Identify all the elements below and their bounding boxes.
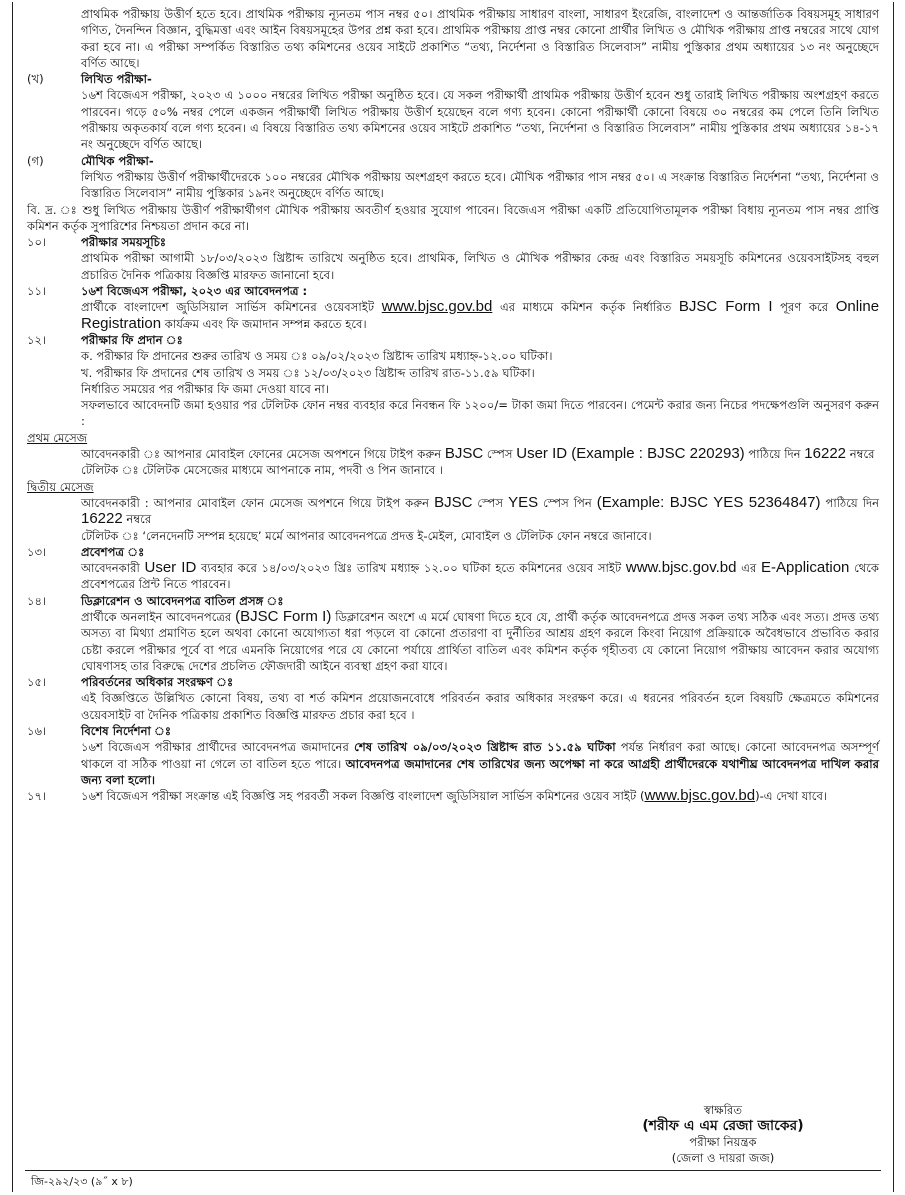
signed-label: স্বাক্ষরিত (703, 1103, 743, 1117)
section-title: প্রবেশপত্র ঃ (81, 544, 145, 559)
e-application-term: E-Application (761, 559, 850, 577)
section-number: ১১। (27, 284, 47, 299)
signature-block (613, 1102, 833, 1166)
section-text: এর (741, 561, 757, 576)
message-text: পাঠিয়ে দিন (748, 447, 801, 462)
intro-text: প্রাথমিক পরীক্ষায় উত্তীর্ণ হতে হবে। প্রাথমিক পরীক্ষায় ন্যূনতম পাস নম্বর ৫০। প্রাথমিক পরীক্ষায় সাধারণ বাংলা, সাধারণ ইংরেজি, বাংলাদেশ ও আন্তর্জাতিক বিষয়সমূহ সাধারণ গণিত, দৈনন্দিন বিজ্ঞান, বুদ্ধিমত্তা এবং আইন বিষয়সমূহের উপর প্রশ্ন করা হবে। প্রাথমিক পরীক্ষায় প্রাপ্ত নম্বর কোনো প্রার্থীর লিখিত ও মৌখিক পরীক্ষায় প্রাপ্ত নম্বরের সাথে যোগ করা হবে না। এ পরীক্ষা সম্পর্কিত বিস্তারিত তথ্য কমিশনের ওয়েব সাইটে প্রকাশিত “তথ্য, নির্দেশনা ও বিস্তারিত সিলেবাস” নামীয় পুস্তিকার প্রথম অধ্যায়ের ১৩ নং অনুচ্ছেদে বর্ণিত আছে। (81, 7, 879, 70)
message-text: নম্বরে (849, 447, 875, 462)
fee-late-line: নির্ধারিত সময়ের পর পরীক্ষার ফি জমা দেওয়া যাবে না। (81, 381, 329, 396)
written-exam-section (27, 71, 879, 152)
advice-text: আবেদনপত্র জমাদানের শেষ তারিখের জন্য অপেক্ষা না করে আগ্রহী প্রার্থীদেরকে যথাশীঘ্র আবেদনপত্র দাখিল করার জন্য বলা হলো। (81, 756, 879, 787)
section-number: ১৩। (27, 544, 47, 559)
deadline-text: শেষ তারিখ ০৯/০৩/২০২৩ খ্রিষ্টাব্দ রাত ১১.৫৯ ঘটিকা (354, 740, 616, 755)
section-title: ডিক্লারেশন ও আবেদনপত্র বাতিল প্রসঙ্গ ঃ (81, 593, 284, 608)
fee-end-line: খ. পরীক্ষার ফি প্রদানের শেষ তারিখ ও সময় ঃ ১২/০৩/২০২৩ খ্রিষ্টাব্দ তারিখ রাত-১১.৫৯ ঘটিকা। (81, 365, 535, 380)
section-text: প্রাথমিক পরীক্ষা আগামী ১৮/০৩/২০২৩ খ্রিষ্টাব্দ তারিখে অনুষ্ঠিত হবে। প্রাথমিক, লিখিত ও মৌখিক পরীক্ষার কেন্দ্র এবং বিস্তারিত সময়সূচি কমিশনের ওয়েবসাইটসহ বহুল প্রচারিত দৈনিক পত্রিকায় বিজ্ঞপ্তি মারফত জানানো হবে। (81, 251, 879, 282)
notice-code: জি-২৯২/২৩ (৯˝ x ৮) (31, 1175, 133, 1188)
section-text: প্রার্থীকে অনলাইন আবেদনপত্রের (81, 609, 232, 624)
section-title: পরীক্ষার সময়সূচিঃ (81, 235, 167, 250)
signatory-rank: (জেলা ও দায়রা জজ) (671, 1151, 775, 1165)
website-notice-section: ১৭। ১৬শ বিজেএস পরীক্ষা সংক্রান্ত এই বিজ্ঞপ্তি সহ পরবর্তী সকল বিজ্ঞপ্তি বাংলাদেশ জুডিসিয়াল সার্ভিস কমিশনের ওয়েব সাইট (www.bjsc.gov.bd)-এ দেখা যাবে। (27, 787, 828, 805)
section-number: ১৭। (27, 789, 47, 804)
note-label: বি. দ্র. ঃ (27, 202, 78, 217)
teletalk-reply: টেলিটক ঃ ‘লেনদেনটি সম্পন্ন হয়েছে’ মর্মে আপনার আবেদনপত্রে প্রদত্ত ই-মেইল, মোবাইল ও টেলিটক ফোন নম্বরে জানাবে। (81, 528, 652, 543)
note-text: শুধু লিখিত পরীক্ষায় উত্তীর্ণ পরীক্ষার্থীগণ মৌখিক পরীক্ষায় অবতীর্ণ হওয়ার সুযোগ পাবেন। বিজেএস পরীক্ষা একটি প্রতিযোগিতামূলক পরীক্ষা বিধায় ন্যূনতম পাস নম্বর প্রাপ্তি কমিশন কর্তৃক সুপারিশের নিশ্চয়তা প্রদান করে না। (27, 202, 880, 233)
sms-keyword: BJSC (444, 445, 484, 463)
section-text: ১৬শ বিজেএস পরীক্ষার প্রার্থীদের আবেদনপত্র জমাদানের (81, 740, 349, 755)
sms-keyword: BJSC (434, 493, 473, 511)
special-instruction-section (27, 723, 879, 788)
admit-card-section (27, 544, 879, 593)
section-title: বিশেষ নির্দেশনা ঃ (81, 724, 172, 739)
bottom-divider (25, 1170, 881, 1171)
section-title: পরিবর্তনের অধিকার সংরক্ষণ ঃ (81, 675, 234, 690)
message-text: স্পেস (477, 495, 504, 510)
message-text: স্পেস (486, 447, 513, 462)
form-name: (BJSC Form I) (235, 607, 332, 625)
website-link[interactable]: www.bjsc.gov.bd (381, 298, 493, 316)
section-text: )-এ দেখা যাবে। (755, 789, 828, 804)
section-title: পরীক্ষার ফি প্রদান ঃ (81, 332, 183, 347)
second-message-heading: দ্বিতীয় মেসেজ (27, 479, 94, 494)
sms-keyword: YES (508, 493, 539, 511)
note-section (27, 202, 879, 235)
section-text: কার্যক্রম এবং ফি জমাদান সম্পন্ন করতে হবে। (164, 316, 367, 331)
fee-start-line: ক. পরীক্ষার ফি প্রদানের শুরুর তারিখ ও সময় ঃ ০৯/০২/২০২৩ খ্রিষ্টাব্দ তারিখ মধ্যাহ্ন-১২.০০ ঘটিকা। (81, 349, 553, 364)
viva-exam-section (27, 153, 879, 202)
intro-section (27, 2, 879, 71)
section-title: ১৬শ বিজেএস পরীক্ষা, ২০২৩ এর আবেদনপত্র : (81, 284, 308, 299)
schedule-section (27, 234, 879, 283)
first-message-section (27, 430, 879, 479)
section-text: থেকে প্রবেশপত্রের প্রিন্ট নিতে পারবেন। (81, 561, 880, 592)
section-title: লিখিত পরীক্ষা- (81, 72, 152, 87)
form-name: BJSC Form I (678, 298, 773, 316)
section-text: আবেদনকারী (81, 561, 140, 576)
website-link[interactable]: www.bjsc.gov.bd (625, 559, 737, 577)
user-id-term: User ID (144, 559, 197, 577)
section-number: ১২। (27, 332, 47, 347)
application-section (27, 283, 879, 332)
second-message-section (27, 479, 879, 544)
notice-page (12, 2, 894, 1192)
section-text: লিখিত পরীক্ষায় উত্তীর্ণ পরীক্ষার্থীদেরকে ১০০ নম্বরের মৌখিক পরীক্ষায় অংশগ্রহণ করতে হবে। মৌখিক পরীক্ষার পাস নম্বর ৫০। এ সংক্রান্ত বিস্তারিত নির্দেশনা “তথ্য, নির্দেশনা ও বিস্তারিত সিলেবাস” নামীয় পুস্তিকার ১৯নং অনুচ্ছেদে বর্ণিত আছে। (81, 169, 879, 201)
section-number: ১৫। (27, 675, 47, 690)
section-title: মৌখিক পরীক্ষা- (81, 153, 154, 168)
section-text: ডিক্লারেশন অংশে এ মর্মে ঘোষণা দিতে হবে যে, প্রার্থী কর্তৃক আবেদনপত্রে প্রদত্ত সকল তথ্য সঠিক এবং সত্য। প্রদত্ত তথ্য অসত্য বা মিথ্যা প্রমাণিত হলে অথবা কোনো অযোগ্যতা ধরা পড়লে বা কোনো প্রতারণা বা দুর্নীতির আশ্রয় গ্রহণ করলে কিংবা নিয়োগ প্রক্রিয়াকে অবৈধভাবে প্রভাবিত করার চেষ্টা করলে পরীক্ষার পূর্বে বা পরে এমনকি নিয়োগের পরে যে কোনো পর্যায়ে প্রার্থিতা বাতিল এবং কমিশন কর্তৃক গৃহীতব্য যে কোনো নিয়োগ পরীক্ষায় আবেদন করার অযোগ্য ঘোষণাসহ তার বিরুদ্ধে দেশের প্রচলিত ফৌজদারী আইনে ব্যবস্থা গ্রহণ করা যাবে। (81, 609, 880, 673)
sms-example: User ID (Example : BJSC 220293) (516, 445, 745, 463)
sms-number: 16222 (81, 510, 123, 528)
section-number: ১৪। (27, 593, 47, 608)
section-text: পূরণ করে (780, 300, 829, 315)
fee-payment-line: সফলভাবে আবেদনটি জমা হওয়ার পর টেলিটক ফোন নম্বর ব্যবহার করে নিবন্ধন ফি ১২০০/= টাকা জমা দিতে পারবেন। পেমেন্ট করার জন্য নিচের পদক্ষেপগুলি অনুসরণ করুন : (81, 398, 879, 429)
rights-section (27, 674, 879, 723)
section-text: ১৬শ বিজেএস পরীক্ষা সংক্রান্ত এই বিজ্ঞপ্তি সহ পরবর্তী সকল বিজ্ঞপ্তি বাংলাদেশ জুডিসিয়াল সার্ভিস কমিশনের ওয়েব সাইট (81, 789, 637, 804)
online-registration: Online Registration (81, 298, 880, 332)
teletalk-reply: টেলিটক ঃ টেলিটক মেসেজের মাধ্যমে আপনাকে নাম, পদবী ও পিন জানাবে । (81, 463, 444, 478)
signatory-designation: পরীক্ষা নিয়ন্ত্রক (689, 1135, 757, 1149)
section-text: প্রার্থীকে বাংলাদেশ জুডিসিয়াল সার্ভিস কমিশনের ওয়েবসাইট (81, 300, 375, 315)
message-text: স্পেস পিন (543, 495, 592, 510)
message-text: আবেদনকারী ঃ আপনার মোবাইল ফোনের মেসেজ অপশনে গিয়ে টাইপ করুন (81, 447, 442, 462)
section-number: ১৬। (27, 724, 47, 739)
section-text: এর মাধ্যমে কমিশন কর্তৃক নির্ধারিত (499, 300, 672, 315)
website-link[interactable]: www.bjsc.gov.bd (644, 787, 756, 805)
message-text: আবেদনকারী : আপনার মোবাইল ফোন মেসেজ অপশনে গিয়ে টাইপ করুন (81, 495, 430, 510)
section-text: ব্যবহার করে ১৪/০৩/২০২৩ খ্রিঃ তারিখ মধ্যাহ্ন ১২.০০ ঘটিকা হতে কমিশনের ওয়েব সাইট (200, 561, 622, 576)
message-text: নম্বরে (126, 512, 152, 527)
section-number: (গ) (27, 153, 44, 168)
section-number: ১০। (27, 235, 47, 250)
declaration-section (27, 593, 879, 674)
sms-number: 16222 (804, 445, 847, 463)
first-message-heading: প্রথম মেসেজ (27, 430, 88, 445)
message-text: পাঠিয়ে দিন (825, 495, 880, 510)
section-text: ১৬শ বিজেএস পরীক্ষা, ২০২৩ এ ১০০০ নম্বরের লিখিত পরীক্ষা অনুষ্ঠিত হবে। যে সকল পরীক্ষার্থী প্রাথমিক পরীক্ষায় উত্তীর্ণ হবেন শুধু তারাই লিখিত পরীক্ষায় অংশগ্রহণ করতে পারবেন। গড়ে ৫০% নম্বর পেলে একজন পরীক্ষার্থী লিখিত পরীক্ষায় উত্তীর্ণ হয়েছেন বলে গণ্য হবেন। কোনো পরীক্ষার্থী কোনো বিষয়ে ৩০ নম্বরের কম পেলে তিনি লিখিত পরীক্ষায় অকৃতকার্য বলে গণ্য হবেন। এ বিষয়ে বিস্তারিত তথ্য কমিশনের ওয়েব সাইটে প্রকাশিত “তথ্য, নির্দেশনা ও বিস্তারিত সিলেবাস” নামীয় পুস্তিকার প্রথম অধ্যায়ের ১৪-১৭ নং অনুচ্ছেদে বর্ণিত আছে। (81, 88, 879, 152)
section-number: (খ) (27, 72, 44, 87)
fee-section (27, 332, 879, 430)
section-text: পর্যন্ত নির্ধারণ করা আছে। কোনো আবেদনপত্র অসম্পূর্ণ থাকলে বা সঠিক পাওয়া না গেলে তা বাতিল হতে পারে। (81, 740, 880, 771)
section-text: এই বিজ্ঞপ্তিতে উল্লিখিত কোনো বিষয়, তথ্য বা শর্ত কমিশন প্রয়োজনবোধে পরিবর্তন করার অধিকার সংরক্ষণ করে। এ ধরনের পরিবর্তন হলে বিষয়টি ক্ষেত্রমতে কমিশনের ওয়েবসাইট বা দৈনিক পত্রিকায় প্রকাশিত বিজ্ঞপ্তি মারফত প্রচার করা হবে । (81, 691, 879, 722)
signatory-name: (শরীফ এ এম রেজা জাকের) (642, 1118, 804, 1134)
sms-example: (Example: BJSC YES 52364847) (596, 493, 821, 511)
